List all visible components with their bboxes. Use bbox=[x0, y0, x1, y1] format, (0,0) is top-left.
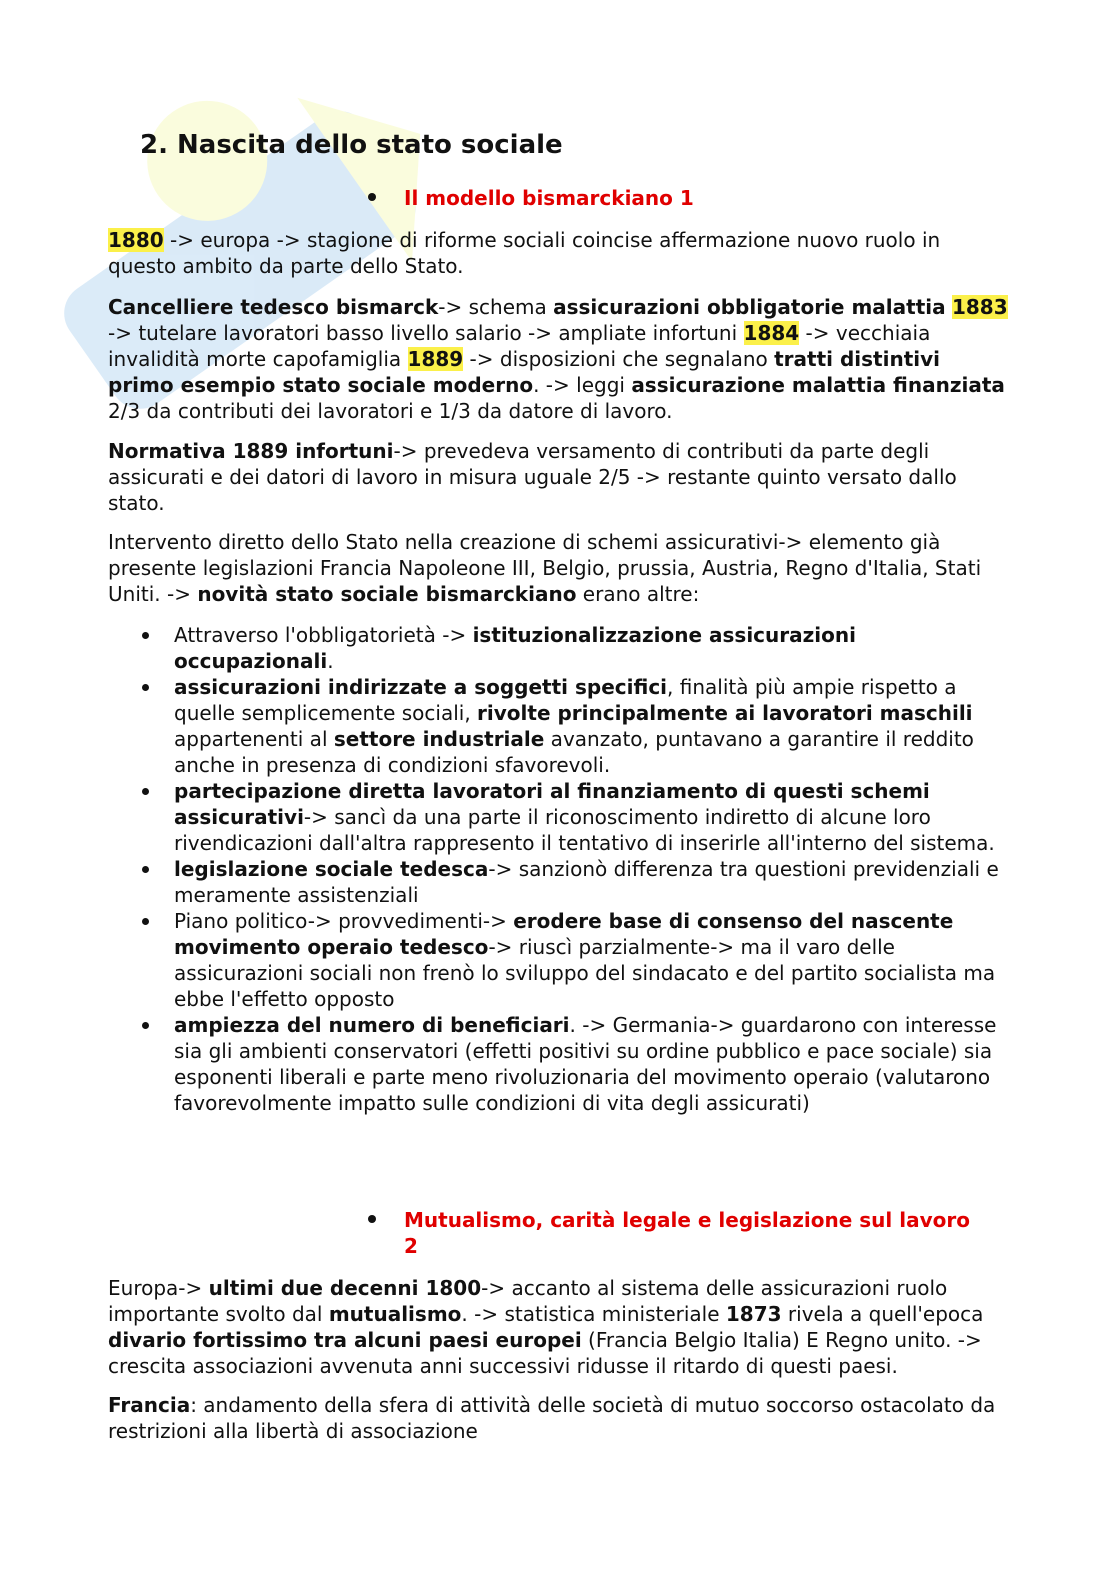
list-item: ampiezza del numero di beneficiari. -> Germania-> guardarono con interesse sia gli ambienti conservatori (effetti positivi su ordine pubblico e pace sociale) sia esponenti liberali e parte meno rivoluzionaria del movimento operaio (valutarono favorevolmente impatto sulle condizioni di vita degli assicurati) bbox=[108, 1012, 1008, 1116]
year-highlight: 1883 bbox=[951, 295, 1008, 319]
subheading-bismarck bbox=[404, 185, 694, 211]
paragraph-1880: 1880 -> europa -> stagione di riforme sociali coincise affermazione nuovo ruolo in questo ambito da parte dello Stato. bbox=[108, 228, 941, 278]
bullet-dot-icon bbox=[368, 1215, 376, 1223]
paragraph-europa: Europa-> ultimi due decenni 1800-> accanto al sistema delle assicurazioni ruolo importante svolto dal mutualismo. -> statistica ministeriale 1873 rivela a quell'epoca divario fortissimo tra alcuni paesi europei (Francia Belgio Italia) E Regno unito. -> crescita associazioni avvenuta anni successivi ridusse il ritardo di questi paesi. bbox=[108, 1276, 984, 1378]
section-heading: 2. Nascita dello stato sociale bbox=[140, 130, 563, 160]
list-item: legislazione sociale tedesca-> sanzionò differenza tra questioni previdenziali e meramente assistenziali bbox=[108, 856, 1008, 908]
list-item: Piano politico-> provvedimenti-> erodere base di consenso del nascente movimento operaio tedesco-> riuscì parzialmente-> ma il varo delle assicurazioni sociali non frenò lo sviluppo del sindacato e del partito socialista ma ebbe l'effetto opposto bbox=[108, 908, 1008, 1012]
list-item: Attraverso l'obbligatorietà -> istituzionalizzazione assicurazioni occupazionali. bbox=[108, 622, 1008, 674]
paragraph-francia: Francia: andamento della sfera di attività delle società di mutuo soccorso ostacolato da restrizioni alla libertà di associazione bbox=[108, 1393, 996, 1443]
subheading-text: Il modello bismarckiano 1 bbox=[404, 186, 694, 210]
paragraph-bismarck: Cancelliere tedesco bismarck-> schema assicurazioni obbligatorie malattia 1883 -> tutelare lavoratori basso livello salario -> ampliate infortuni 1884 -> vecchiaia invalidità morte capofamiglia 1889 -> disposizioni che segnalano tratti distintivi primo esempio stato sociale moderno. -> leggi assicurazione malattia finanziata 2/3 da contributi dei lavoratori e 1/3 da datore di lavoro. bbox=[108, 295, 1008, 423]
paragraph-normativa-1889: Normativa 1889 infortuni-> prevedeva versamento di contributi da parte degli assicurati e dei datori di lavoro in misura uguale 2/5 -> restante quinto versato dallo stato. bbox=[108, 439, 957, 515]
paragraph-intervento: Intervento diretto dello Stato nella creazione di schemi assicurativi-> elemento già presente legislazioni Francia Napoleone III, Belgio, prussia, Austria, Regno d'Italia, Stati Uniti. -> novità stato sociale bismarckiano erano altre: bbox=[108, 530, 982, 606]
year-highlight: 1880 bbox=[108, 228, 164, 252]
novita-list bbox=[108, 622, 1008, 1116]
bullet-dot-icon bbox=[368, 193, 376, 201]
year-highlight: 1884 bbox=[743, 321, 800, 345]
subheading-mutualismo: Mutualismo, carità legale e legislazione sul lavoro 2 bbox=[404, 1207, 1004, 1259]
year-highlight: 1889 bbox=[407, 347, 464, 371]
list-item: assicurazioni indirizzate a soggetti specifici, finalità più ampie rispetto a quelle semplicemente sociali, rivolte principalmente ai lavoratori maschili appartenenti al settore industriale avanzato, puntavano a garantire il reddito anche in presenza di condizioni sfavorevoli. bbox=[108, 674, 1008, 778]
list-item: partecipazione diretta lavoratori al finanziamento di questi schemi assicurativi-> sancì da una parte il riconoscimento indiretto di alcune loro rivendicazioni dall'altra rappresento il tentativo di inserirle all'interno del sistema. bbox=[108, 778, 1008, 856]
